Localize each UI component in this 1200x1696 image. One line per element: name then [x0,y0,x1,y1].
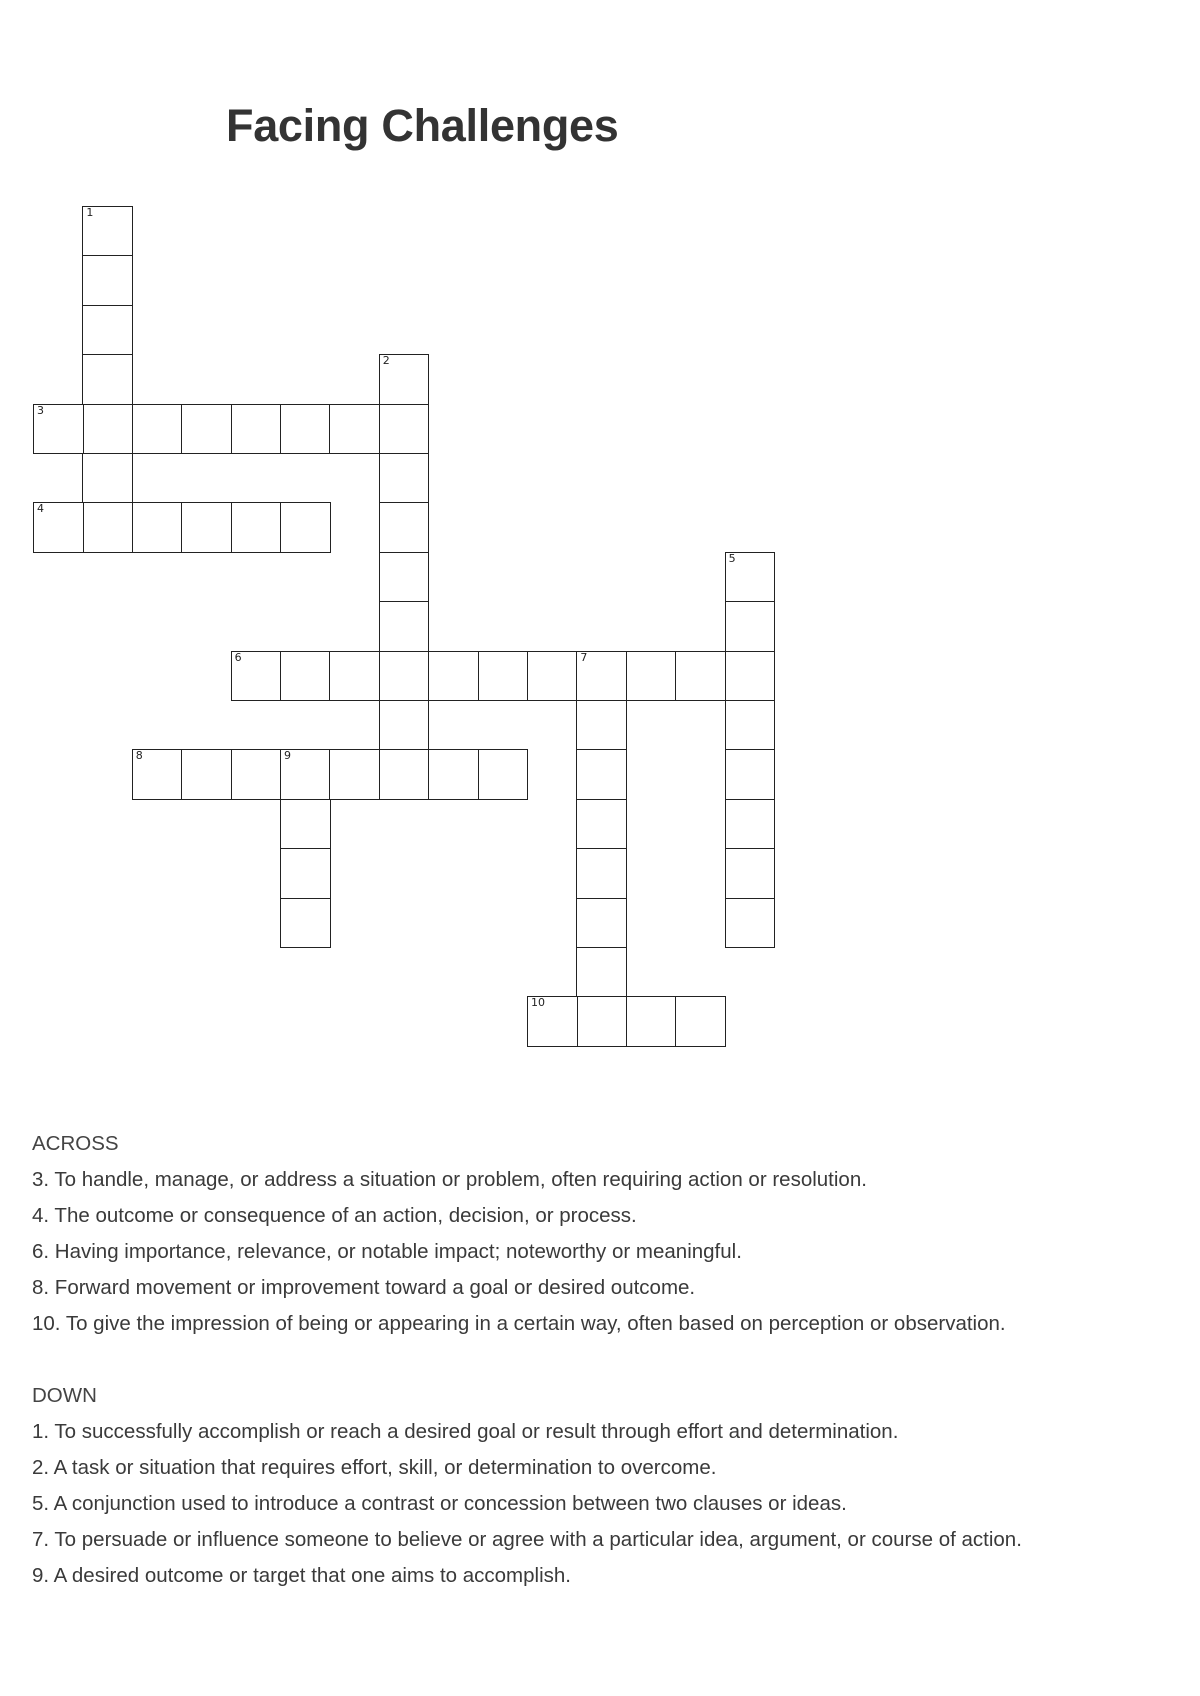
down-clue-1: 1. To successfully accomplish or reach a desired goal or result through effort and determination. [32,1420,899,1443]
grid-cell[interactable] [280,749,331,800]
grid-cell[interactable] [379,354,430,405]
grid-cell[interactable] [379,502,430,553]
grid-cell[interactable] [82,305,133,356]
grid-cell[interactable] [527,996,578,1047]
clue-number: 3 [37,403,44,417]
grid-cell[interactable] [725,848,776,899]
grid-cell[interactable] [379,749,430,800]
grid-cell[interactable] [675,651,726,702]
grid-cell[interactable] [675,996,726,1047]
grid-cell[interactable] [82,354,133,405]
grid-cell[interactable] [280,799,331,850]
grid-cell[interactable] [329,651,380,702]
grid-cell[interactable] [576,749,627,800]
grid-cell[interactable] [626,996,677,1047]
puzzle-title: Facing Challenges [226,100,619,151]
down-clue-9: 9. A desired outcome or target that one aims to accomplish. [32,1564,571,1587]
grid-cell[interactable] [82,255,133,306]
grid-cell[interactable] [280,898,331,949]
grid-cell[interactable] [576,898,627,949]
grid-cell[interactable] [280,404,331,455]
grid-cell[interactable] [231,404,282,455]
grid-cell[interactable] [626,651,677,702]
across-clue-10: 10. To give the impression of being or appearing in a certain way, often based on perception or observation. [32,1312,1006,1335]
grid-cell[interactable] [181,404,232,455]
grid-cell[interactable] [82,404,133,455]
grid-cell[interactable] [231,749,282,800]
clue-number: 7 [580,650,588,664]
down-clue-5: 5. A conjunction used to introduce a contrast or concession between two clauses or ideas. [32,1492,847,1515]
grid-cell[interactable] [231,502,282,553]
grid-cell[interactable] [181,749,232,800]
grid-cell[interactable] [428,651,479,702]
grid-cell[interactable] [329,404,380,455]
clue-number: 8 [135,749,143,763]
grid-cell[interactable] [576,848,627,899]
across-clue-4: 4. The outcome or consequence of an action, decision, or process. [32,1204,637,1227]
grid-cell[interactable] [82,502,133,553]
clue-number: 4 [37,502,44,516]
across-clue-8: 8. Forward movement or improvement toward a goal or desired outcome. [32,1276,696,1299]
across-clue-6: 6. Having importance, relevance, or notable impact; noteworthy or meaningful. [32,1240,742,1263]
grid-cell[interactable] [379,404,430,455]
across-clue-3: 3. To handle, manage, or address a situation or problem, often requiring action or resolution. [32,1168,867,1191]
grid-cell[interactable] [725,898,776,949]
grid-cell[interactable] [576,799,627,850]
grid-cell[interactable] [379,700,430,751]
grid-cell[interactable] [33,404,84,455]
grid-cell[interactable] [576,651,627,702]
grid-cell[interactable] [527,651,578,702]
grid-cell[interactable] [576,700,627,751]
clues-section [32,1126,1022,1594]
down-clue-2: 2. A task or situation that requires effort, skill, or determination to overcome. [32,1456,717,1479]
clue-spacer [32,1342,1022,1378]
grid-cell[interactable] [379,601,430,652]
grid-cell[interactable] [725,651,776,702]
down-clue-7: 7. To persuade or influence someone to believe or agree with a particular idea, argument, or course of action. [32,1528,1022,1551]
grid-cell[interactable] [132,502,183,553]
across-heading: ACROSS [32,1132,119,1155]
grid-cell[interactable] [379,651,430,702]
grid-cell[interactable] [132,404,183,455]
grid-cell[interactable] [280,848,331,899]
grid-cell[interactable] [231,651,282,702]
grid-cell[interactable] [82,206,133,257]
clue-number: 2 [382,354,390,368]
grid-cell[interactable] [478,749,529,800]
grid-cell[interactable] [280,651,331,702]
down-heading: DOWN [32,1384,97,1407]
grid-cell[interactable] [725,799,776,850]
clue-number: 9 [284,749,291,763]
clue-number: 6 [234,650,242,664]
grid-cell[interactable] [379,552,430,603]
grid-cell[interactable] [478,651,529,702]
grid-cell[interactable] [428,749,479,800]
clue-number: 1 [86,206,94,219]
grid-cell[interactable] [576,947,627,998]
grid-cell[interactable] [725,700,776,751]
grid-cell[interactable] [280,502,331,553]
grid-cell[interactable] [82,453,133,504]
grid-cell[interactable] [725,749,776,800]
grid-cell[interactable] [132,749,183,800]
grid-cell[interactable] [329,749,380,800]
grid-cell[interactable] [33,502,84,553]
clue-number: 5 [728,551,736,565]
grid-cell[interactable] [576,996,627,1047]
grid-cell[interactable] [181,502,232,553]
grid-cell[interactable] [725,601,776,652]
grid-cell[interactable] [379,453,430,504]
clue-number: 10 [531,996,545,1010]
grid-cell[interactable] [725,552,776,603]
